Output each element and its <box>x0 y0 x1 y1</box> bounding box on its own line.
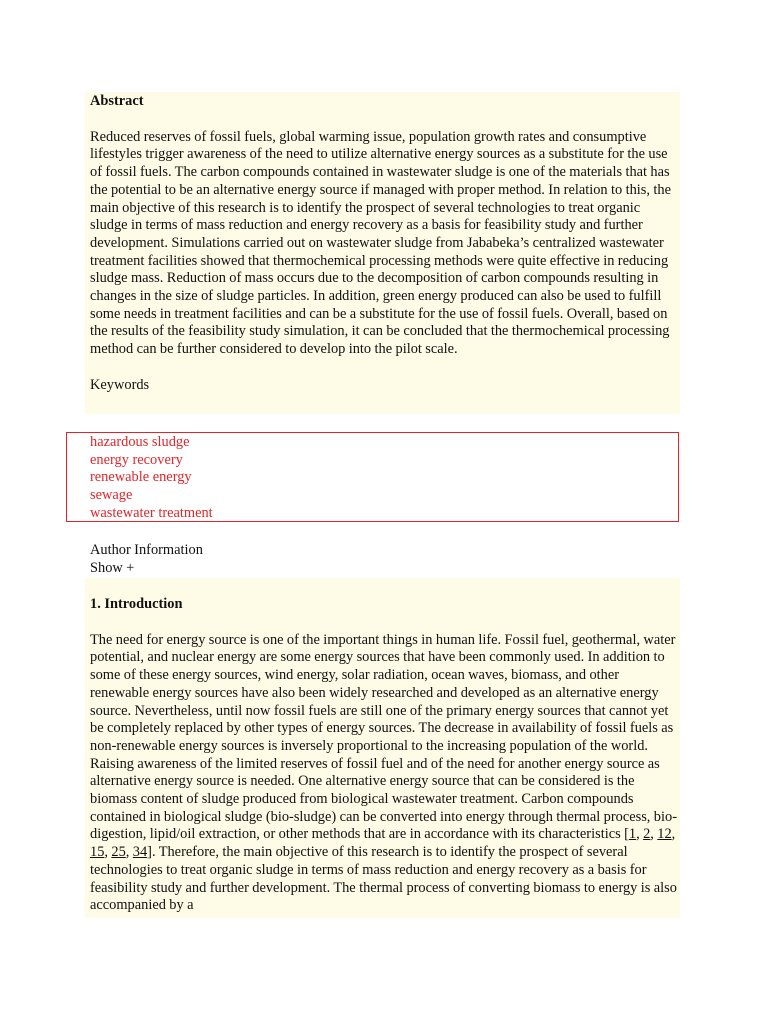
abstract-text: Reduced reserves of fossil fuels, global warming issue, population growth rates and consumptive lifestyles trigger awareness of the need to utilize alternative energy sources as a substitute for the use of fossil fuels. The carbon compounds contained in wastewater sludge is one of the materials that has the potential to be an alternative energy source if managed with proper method. In relation to this, the main objective of this research is to identify the prospect of several technologies to treat organic sludge in terms of mass reduction and energy recovery as a basis for feasibility study and further development. Simulations carried out on wastewater sludge from Jababeka’s centralized wastewater treatment facilities showed that thermochemical processing methods were quite effective in reducing sludge mass. Reduction of mass occurs due to the decomposition of carbon compounds resulting in changes in the size of sludge particles. In addition, green energy produced can also be used to fulfill some needs in treatment facilities and can be a substitute for the use of fossil fuels. Overall, based on the results of the feasibility study simulation, it can be concluded that the thermochemical processing method can be further considered to develop into the pilot scale. <box>90 128 671 358</box>
keyword-link[interactable]: sewage <box>90 487 133 504</box>
keyword-link[interactable]: renewable energy <box>90 469 192 486</box>
reference-link[interactable]: 25 <box>111 844 126 861</box>
keyword-link[interactable]: wastewater treatment <box>90 504 213 521</box>
author-info-section <box>90 542 680 577</box>
introduction-heading: 1. Introduction <box>90 596 183 612</box>
introduction-section <box>90 596 680 915</box>
reference-link[interactable]: 12 <box>657 826 672 843</box>
keywords-list <box>90 434 213 522</box>
reference-link[interactable]: 15 <box>90 844 105 861</box>
keyword-link[interactable]: energy recovery <box>90 451 183 468</box>
reference-link[interactable]: 2 <box>643 826 651 843</box>
author-info-label: Author Information <box>90 542 203 558</box>
abstract-section <box>90 93 680 394</box>
author-info-toggle[interactable]: Show + <box>90 559 135 576</box>
abstract-heading: Abstract <box>90 93 144 109</box>
reference-link[interactable]: 34 <box>132 844 148 861</box>
introduction-text: The need for energy source is one of the important things in human life. Fossil fuel, geothermal, water potential, and nuclear energy are some energy sources that have been commonly used. In addition to some of these energy sources, wind energy, solar radiation, ocean waves, biomass, and other renewable energy sources have also been widely researched and developed as an alternative energy source. Nevertheless, until now fossil fuels are still one of the primary energy sources that cannot yet be completely replaced by other types of energy sources. The decrease in availability of fossil fuels as non-renewable energy sources is inversely proportional to the increasing population of the world. Raising awareness of the limited reserves of fossil fuel and of the need for another energy source as alternative energy source is needed. One alternative energy source that can be considered is the biomass content of sludge produced from biological wastewater treatment. Carbon compounds contained in biological sludge (bio-sludge) can be converted into energy through thermal process, bio-digestion, lipid/oil extraction, or other methods that are in accordance with its characteristics [1, 2, 12, 15, 25, 34]. Therefore, the main objective of this research is to identify the prospect of several technologies to treat organic sludge in terms of mass reduction and energy recovery as a basis for feasibility study and further development. The thermal process of converting biomass to energy is also accompanied by a <box>90 631 677 914</box>
reference-link[interactable]: 1 <box>628 826 637 843</box>
keywords-heading: Keywords <box>90 376 150 393</box>
introduction-text-start: The need for energy source is one of the important things in human life. Fossil fuel, geothermal, water potential, and nuclear energy are some energy sources that have been commonly used. In addition to some of these energy sources, wind energy, solar radiation, ocean waves, biomass, and other renewable energy sources have also been widely researched and developed as an alternative energy source. Nevertheless, until now fossil fuels are still one of the primary energy sources that cannot yet be completely replaced by other types of energy sources. The decrease in availability of fossil fuels as non-renewable energy sources is inversely proportional to the increasing population of the world. Raising awareness of the limited reserves of fossil fuel and of the need for another energy source as alternative energy source is needed. One alternative energy source that can be considered is the biomass content of sludge produced from biological wastewater treatment. Carbon compounds contained in biological sludge (bio-sludge) can be converted into energy through thermal process, bio-digestion, lipid/oil extraction, or other methods that are in accordance with its characteristics [ <box>90 631 677 843</box>
introduction-text-end: ]. Therefore, the main objective of this research is to identify the prospect of several technologies to treat organic sludge in terms of mass reduction and energy recovery as a basis for feasibility study and further development. The thermal process of converting biomass to energy is also accompanied by a <box>90 844 677 914</box>
keyword-link[interactable]: hazardous sludge <box>90 434 190 450</box>
